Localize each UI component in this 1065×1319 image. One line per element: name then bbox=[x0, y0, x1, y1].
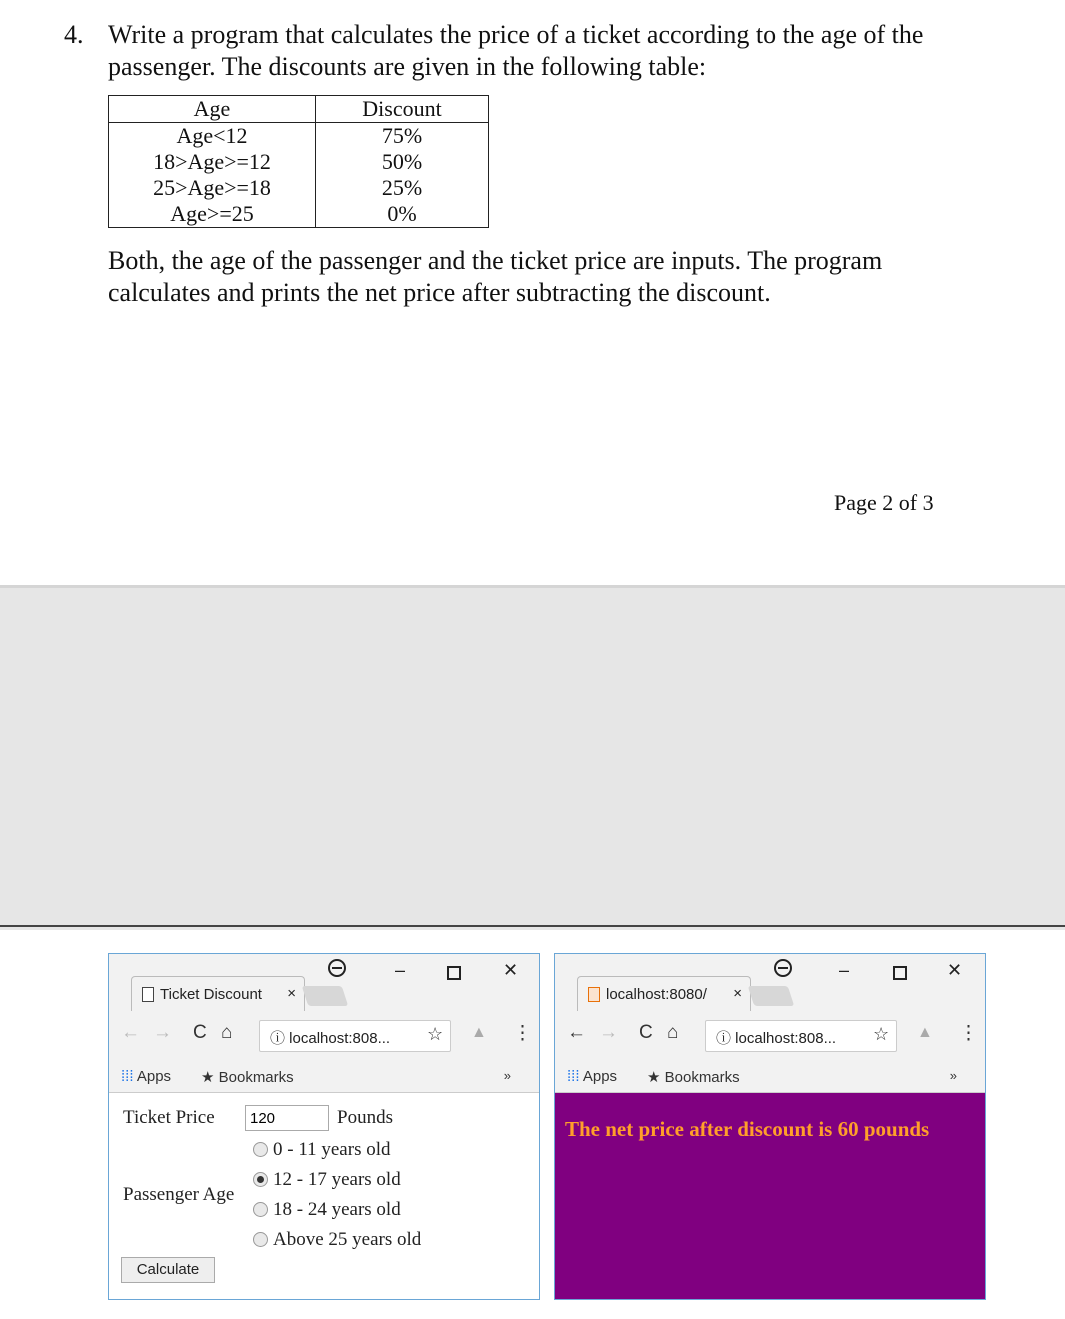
close-window-icon[interactable]: ✕ bbox=[947, 960, 963, 980]
menu-icon[interactable]: ⋮ bbox=[513, 1023, 532, 1044]
menu-icon[interactable]: ⋮ bbox=[959, 1023, 978, 1044]
age-cell: Age>=25 bbox=[109, 201, 316, 228]
table-row bbox=[109, 201, 489, 228]
table-row bbox=[109, 123, 489, 150]
ticket-form bbox=[109, 1093, 539, 1299]
apps-link[interactable] bbox=[121, 1068, 171, 1085]
tab-localhost[interactable] bbox=[577, 976, 751, 1011]
minimize-icon[interactable]: – bbox=[395, 960, 406, 980]
profile-icon[interactable] bbox=[327, 958, 347, 983]
divider-line bbox=[0, 925, 1065, 927]
age-option-label: 0 - 11 years old bbox=[273, 1139, 391, 1160]
table-header-row bbox=[109, 96, 489, 123]
age-cell: 25>Age>=18 bbox=[109, 175, 316, 201]
reload-icon[interactable]: C bbox=[193, 1022, 207, 1043]
new-tab-button[interactable] bbox=[748, 986, 794, 1006]
address-bar[interactable] bbox=[705, 1020, 897, 1052]
passenger-age-label: Passenger Age bbox=[123, 1184, 235, 1205]
close-icon[interactable]: × bbox=[733, 985, 742, 1002]
tab-ticket-discount[interactable] bbox=[131, 976, 305, 1011]
page-number: Page 2 of 3 bbox=[834, 490, 934, 515]
result-page bbox=[555, 1093, 985, 1299]
discount-cell: 75% bbox=[316, 123, 489, 150]
bookmarks-bar bbox=[109, 1060, 539, 1092]
age-cell: Age<12 bbox=[109, 123, 316, 150]
back-icon[interactable]: ← bbox=[121, 1022, 140, 1043]
radio-age-18-24[interactable] bbox=[253, 1202, 268, 1217]
address-url: localhost:808... bbox=[735, 1030, 837, 1047]
header-age: Age bbox=[109, 96, 316, 123]
tab-bar bbox=[109, 954, 539, 1003]
apps-label: Apps bbox=[582, 1068, 618, 1085]
page-icon bbox=[142, 987, 154, 1002]
tab-title: localhost:8080/ bbox=[606, 986, 707, 1003]
address-bar[interactable] bbox=[259, 1020, 451, 1052]
header-discount: Discount bbox=[316, 96, 489, 123]
drive-icon[interactable]: ▲ bbox=[471, 1024, 487, 1041]
discount-cell: 25% bbox=[316, 175, 489, 201]
discount-table bbox=[108, 95, 489, 228]
home-icon[interactable]: ⌂ bbox=[667, 1022, 679, 1043]
apps-label: Apps bbox=[136, 1068, 172, 1085]
more-bookmarks[interactable]: » bbox=[503, 1068, 511, 1083]
more-bookmarks[interactable]: » bbox=[949, 1068, 957, 1083]
ticket-price-label: Ticket Price bbox=[123, 1107, 215, 1128]
address-text: ⓘ localhost:808... bbox=[716, 1030, 837, 1047]
discount-cell: 50% bbox=[316, 149, 489, 175]
question-line-2: passenger. The discounts are given in the following table: bbox=[108, 52, 707, 81]
bookmarks-link[interactable] bbox=[201, 1068, 294, 1086]
bookmarks-bar bbox=[555, 1060, 985, 1092]
close-icon[interactable]: × bbox=[287, 985, 296, 1002]
tab-bar bbox=[555, 954, 985, 1003]
forward-icon[interactable]: → bbox=[599, 1022, 618, 1043]
maximize-icon[interactable] bbox=[447, 964, 461, 985]
browser-window-form bbox=[108, 953, 540, 1300]
age-option-label: 18 - 24 years old bbox=[273, 1199, 401, 1220]
forward-icon[interactable]: → bbox=[153, 1022, 172, 1043]
home-icon[interactable]: ⌂ bbox=[221, 1022, 233, 1043]
description-line-1: Both, the age of the passenger and the ticket price are inputs. The program bbox=[108, 246, 883, 275]
xampp-icon bbox=[588, 987, 600, 1002]
bookmarks-label: Bookmarks bbox=[664, 1069, 740, 1086]
reload-icon[interactable]: C bbox=[639, 1022, 653, 1043]
question-number: 4. bbox=[64, 20, 84, 49]
profile-icon[interactable] bbox=[773, 958, 793, 983]
ticket-price-input[interactable] bbox=[245, 1105, 329, 1131]
apps-grid-icon: ⁞⁞⁞ bbox=[121, 1068, 134, 1085]
age-cell: 18>Age>=12 bbox=[109, 149, 316, 175]
browser-window-result bbox=[554, 953, 986, 1300]
address-text: ⓘ localhost:808... bbox=[270, 1030, 391, 1047]
table-row bbox=[109, 175, 489, 201]
close-window-icon[interactable]: ✕ bbox=[503, 960, 519, 980]
maximize-icon[interactable] bbox=[893, 964, 907, 985]
table-row bbox=[109, 149, 489, 175]
question-line-1: Write a program that calculates the price of a ticket according to the age of the bbox=[108, 20, 924, 49]
bookmarks-link[interactable] bbox=[647, 1068, 740, 1086]
redaction-top-edge bbox=[0, 585, 1065, 588]
bookmarks-label: Bookmarks bbox=[218, 1069, 294, 1086]
apps-grid-icon: ⁞⁞⁞ bbox=[567, 1068, 580, 1085]
address-url: localhost:808... bbox=[289, 1030, 391, 1047]
star-icon[interactable]: ☆ bbox=[427, 1024, 444, 1044]
bookmark-star-icon: ★ bbox=[201, 1069, 215, 1086]
redacted-area bbox=[0, 585, 1065, 930]
new-tab-button[interactable] bbox=[302, 986, 348, 1006]
bookmark-star-icon: ★ bbox=[647, 1069, 661, 1086]
back-icon[interactable]: ← bbox=[567, 1022, 586, 1043]
result-message: The net price after discount is 60 pounds bbox=[565, 1117, 930, 1141]
description-line-2: calculates and prints the net price after subtracting the discount. bbox=[108, 278, 771, 307]
calculate-button[interactable]: Calculate bbox=[121, 1257, 215, 1283]
tab-title: Ticket Discount bbox=[160, 986, 262, 1003]
minimize-icon[interactable]: – bbox=[839, 960, 850, 980]
drive-icon[interactable]: ▲ bbox=[917, 1024, 933, 1041]
radio-age-0-11[interactable] bbox=[253, 1142, 268, 1157]
radio-age-above-25[interactable] bbox=[253, 1232, 268, 1247]
age-option-label: Above 25 years old bbox=[273, 1229, 422, 1250]
discount-cell: 0% bbox=[316, 201, 489, 228]
age-option-label: 12 - 17 years old bbox=[273, 1169, 401, 1190]
radio-age-12-17[interactable] bbox=[253, 1172, 268, 1187]
star-icon[interactable]: ☆ bbox=[873, 1024, 890, 1044]
pounds-label: Pounds bbox=[337, 1107, 393, 1128]
apps-link[interactable] bbox=[567, 1068, 617, 1085]
